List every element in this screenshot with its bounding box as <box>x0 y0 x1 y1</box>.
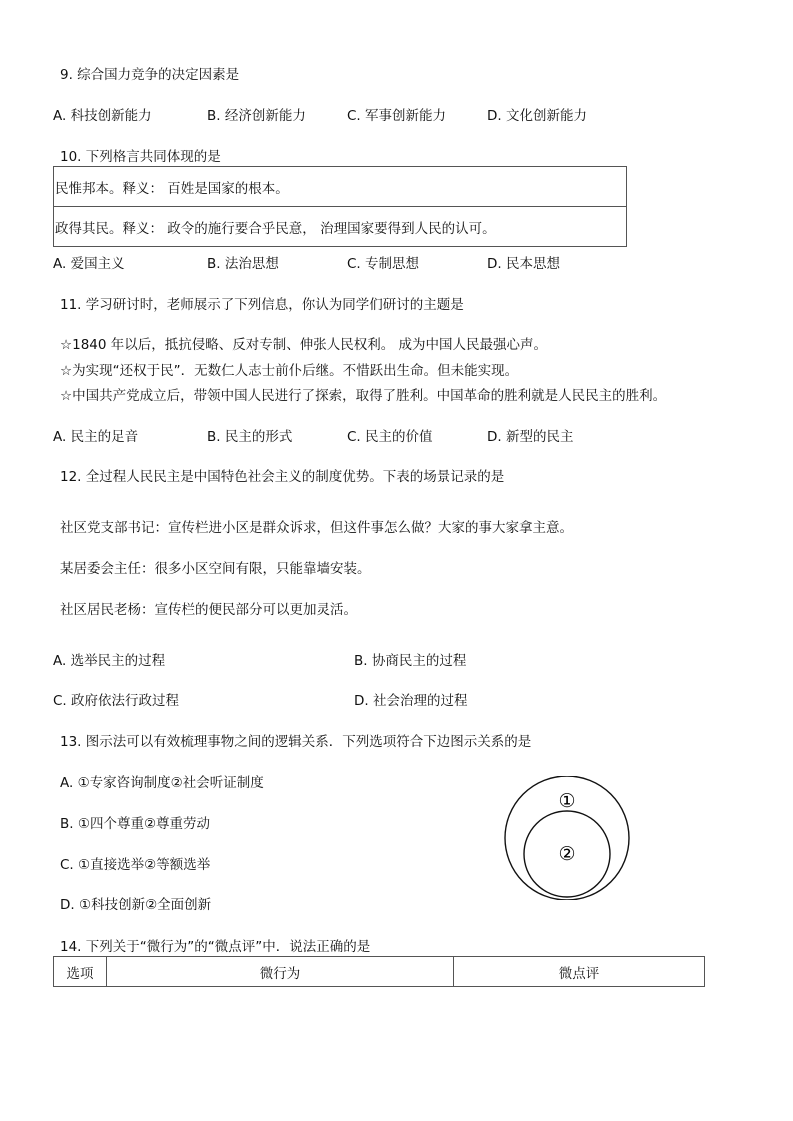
q14-stem: 14. 下列关于“微行为”的“微点评”中．说法正确的是 <box>60 939 371 955</box>
q12-scene-3: 社区居民老杨：宣传栏的便民部分可以更加灵活。 <box>60 602 357 618</box>
q13-stem: 13. 图示法可以有效梳理事物之间的逻辑关系．下列选项符合下边图示关系的是 <box>60 734 532 750</box>
q10-option-b: B. 法治思想 <box>207 256 279 272</box>
q11-stem: 11. 学习研讨时，老师展示了下列信息，你认为同学们研讨的主题是 <box>60 297 464 313</box>
q9-option-c: C. 军事创新能力 <box>347 108 447 124</box>
q12-option-d: D. 社会治理的过程 <box>354 693 468 709</box>
q13-option-d: D. ①科技创新②全面创新 <box>60 897 212 913</box>
q10-option-a: A. 爱国主义 <box>53 256 125 272</box>
q13-option-c: C. ①直接选举②等额选举 <box>60 857 211 873</box>
q10-option-c: C. 专制思想 <box>347 256 420 272</box>
q14-header-option: 选项 <box>54 957 107 987</box>
q10-quote-1: 民惟邦本。释义： 百姓是国家的根本。 <box>54 167 627 207</box>
q12-scene-1: 社区党支部书记：宣传栏进小区是群众诉求，但这件事怎么做？大家的事大家拿主意。 <box>60 520 573 536</box>
q13-venn-diagram <box>500 776 634 900</box>
q12-option-c: C. 政府依法行政过程 <box>53 693 180 709</box>
q9-stem: 9. 综合国力竞争的决定因素是 <box>60 67 240 83</box>
q12-stem: 12. 全过程人民民主是中国特色社会主义的制度优势。下表的场景记录的是 <box>60 469 505 485</box>
q13-option-b: B. ①四个尊重②尊重劳动 <box>60 816 211 832</box>
q10-quote-table <box>53 166 627 247</box>
q11-option-d: D. 新型的民主 <box>487 429 574 445</box>
q14-table <box>53 956 705 987</box>
q10-stem: 10. 下列格言共同体现的是 <box>60 149 221 165</box>
q12-option-b: B. 协商民主的过程 <box>354 653 467 669</box>
q14-header-comment: 微点评 <box>454 957 705 987</box>
q11-info-2: ☆为实现“还权于民”．无数仁人志士前仆后继。不惜跃出生命。但未能实现。 <box>60 363 519 379</box>
q12-scene-2: 某居委会主任：很多小区空间有限，只能靠墙安装。 <box>60 561 371 577</box>
q12-option-a: A. 选举民主的过程 <box>53 653 166 669</box>
q11-option-b: B. 民主的形式 <box>207 429 293 445</box>
q11-option-c: C. 民主的价值 <box>347 429 433 445</box>
q13-option-a: A. ①专家咨询制度②社会听证制度 <box>60 775 264 791</box>
q10-option-d: D. 民本思想 <box>487 256 560 272</box>
q11-info-1: ☆1840 年以后，抵抗侵略、反对专制、伸张人民权利。 成为中国人民最强心声。 <box>60 337 548 353</box>
outer-circle-label: ① <box>558 790 576 812</box>
q9-option-a: A. 科技创新能力 <box>53 108 152 124</box>
q9-option-b: B. 经济创新能力 <box>207 108 306 124</box>
q11-info-3: ☆中国共产党成立后，带领中国人民进行了探索，取得了胜利。中国革命的胜利就是人民民主的胜利。 <box>60 388 667 404</box>
q11-option-a: A. 民主的足音 <box>53 429 139 445</box>
q9-option-d: D. 文化创新能力 <box>487 108 587 124</box>
q10-quote-2: 政得其民。释义： 政令的施行要合乎民意， 治理国家要得到人民的认可。 <box>54 207 627 247</box>
inner-circle-label: ② <box>558 843 576 865</box>
q14-header-behavior: 微行为 <box>107 957 454 987</box>
